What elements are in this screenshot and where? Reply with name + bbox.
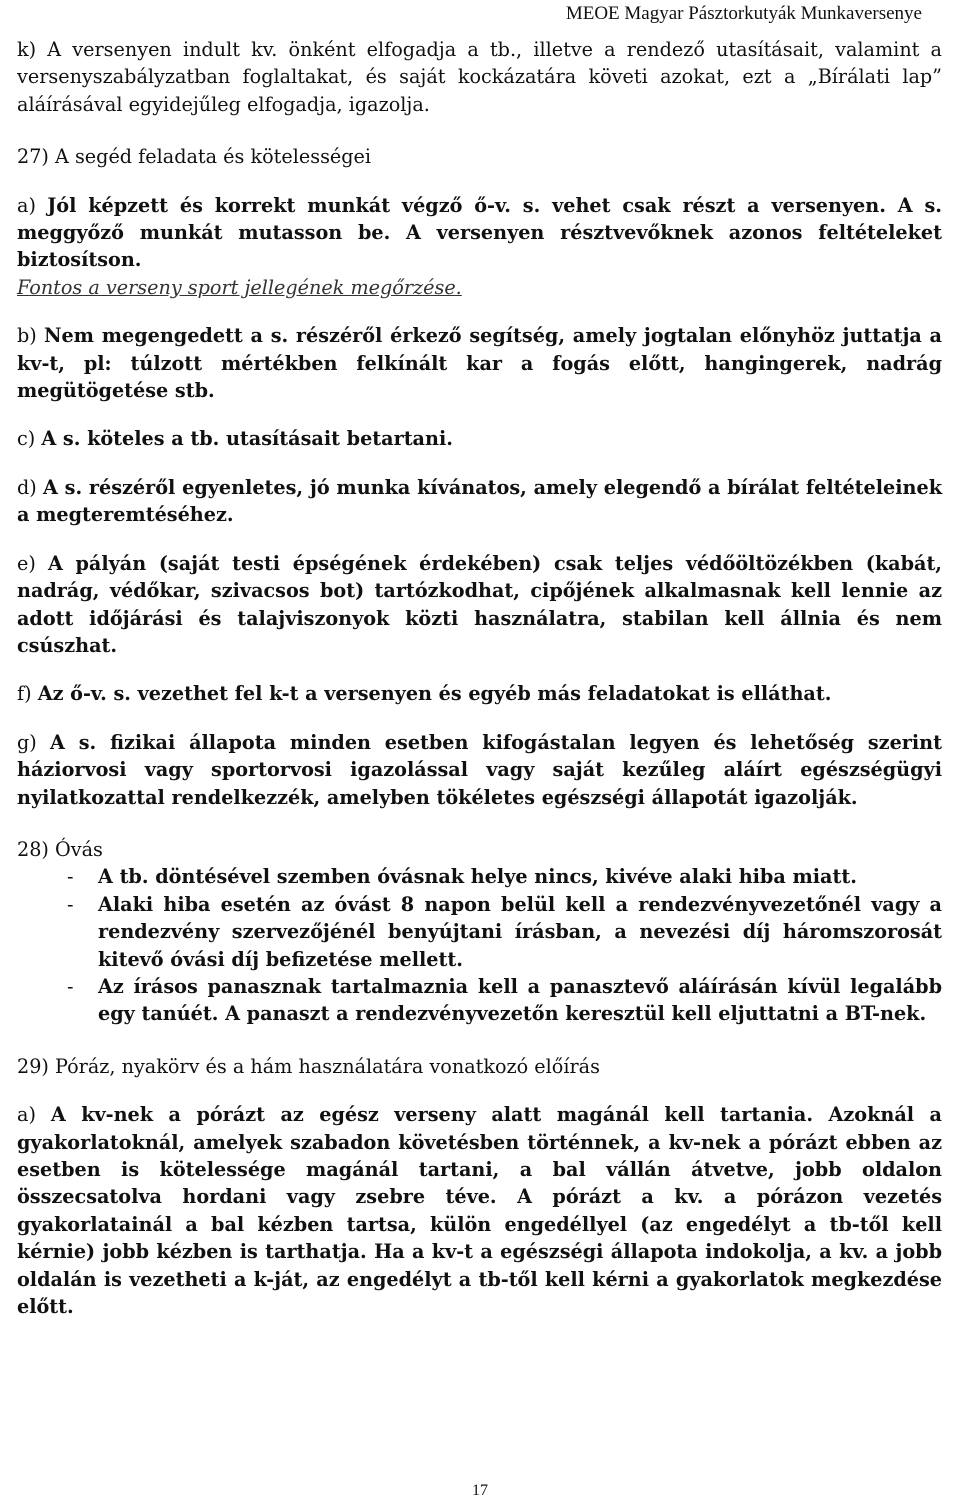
list-item-text: A tb. döntésével szemben óvásnak helye nincs, kivéve alaki hiba miatt. <box>98 865 857 889</box>
paragraph-text: Az ő-v. s. vezethet fel k-t a versenyen és egyéb más feladatokat is elláthat. <box>37 682 832 706</box>
list-item <box>17 973 942 1028</box>
section-heading-27: 27) A segéd feladata és kötelességei <box>17 145 372 169</box>
paragraph-text: A s. köteles a tb. utasításait betartani. <box>41 427 453 451</box>
paragraph-27g <box>17 729 942 811</box>
item-letter: g) <box>17 730 51 754</box>
item-letter: b) <box>17 324 44 348</box>
paragraph-text: A s. részéről egyenletes, jó munka kívánatos, amely elegendő a bírálat feltételeinek a megteremtéséhez. <box>17 475 942 527</box>
paragraph-29a <box>17 1101 942 1320</box>
section-heading-29: 29) Póráz, nyakörv és a hám használatára vonatkozó előírás <box>17 1054 600 1078</box>
item-letter: a) <box>17 193 48 217</box>
page-number: 17 <box>472 1482 488 1499</box>
item-letter: k) <box>17 38 48 61</box>
paragraph-27a-note <box>17 274 942 301</box>
objection-list <box>17 863 942 1027</box>
item-letter: e) <box>17 551 48 575</box>
page-header: MEOE Magyar Pásztorkutyák Munkaversenye <box>565 3 922 24</box>
paragraph-text: Nem megengedett a s. részéről érkező segítség, amely jogtalan előnyhöz juttatja a kv-t, pl: túlzott mértékben felkínált kar a fogás előtt, hangingerek, nadrág megütögetése stb. <box>17 324 942 403</box>
list-item-text: Az írásos panasznak tartalmaznia kell a panasztevő aláírásán kívül legalább egy tanúét. A panaszt a rendezvényvezetőn keresztül kell eljuttatni a BT-nek. <box>98 974 942 1026</box>
paragraph-text: A kv-nek a pórázt az egész verseny alatt magánál kell tartania. Azoknál a gyakorlatoknál, amelyek szabadon követésben történnek, a kv-nek a pórázt ebben az esetben is kötelessége magánál tartani, a bal vállán átvetve, jobb oldalon összecsatolva hordani vagy zsebre téve. A pórázt a kv. a pórázon vezetés gyakorlatainál a bal kézben tartsa, külön engedéllyel (az engedélyt a tb-től kell kérnie) jobb kézben is tarthatja. Ha a kv-t a egészségi állapota indokolja, a kv. a jobb oldalán is vezetheti a k-ját, az engedélyt a tb-től kell kérni a gyakorlatok megkezdése előtt. <box>17 1103 942 1319</box>
paragraph-27c <box>17 425 942 452</box>
paragraph-text: Jól képzett és korrekt munkát végző ő-v. s. vehet csak részt a versenyen. A s. meggyőző munkát mutasson be. A versenyen résztvevőknek azonos feltételeket biztosítson. <box>17 193 942 272</box>
section-heading-28: 28) Óvás <box>17 837 103 861</box>
paragraph-27f <box>17 680 942 707</box>
item-letter: c) <box>17 427 42 451</box>
document-body <box>17 36 942 1320</box>
paragraph-text: A s. fizikai állapota minden esetben kifogástalan legyen és lehetőség szerint háziorvosi vagy sportorvosi igazolással vagy saját kezűleg aláírt egészségügyi nyilatkozattal rendelkezzék, amelyben tökéletes egészségi állapotát igazolják. <box>17 730 942 809</box>
item-letter: a) <box>17 1103 51 1127</box>
paragraph-text: A versenyen indult kv. önként elfogadja a tb., illetve a rendező utasításait, valamint a versenyszabályzatban foglaltakat, és saját kockázatára követi azokat, ezt a „Bírálati lap” aláírásával egyidejűleg elfogadja, igazolja. <box>17 38 942 116</box>
paragraph-27b <box>17 322 942 404</box>
paragraph-k <box>17 36 942 118</box>
item-letter: d) <box>17 475 43 499</box>
paragraph-text: A pályán (saját testi épségének érdekében) csak teljes védőöltözékben (kabát, nadrág, védőkar, szivacsos bot) tartózkodhat, cipőjének alkalmasnak kell lennie az adott időjárási és talajviszonyok közti használatra, stabilan kell állnia és nem csúszhat. <box>17 551 942 657</box>
item-letter: f) <box>17 682 38 706</box>
list-item-text: Alaki hiba esetén az óvást 8 napon belül kell a rendezvényvezetőnél vagy a rendezvény szervezőjénél benyújtani írásban, a nevezési díj háromszorosát kitevő óvási díj befizetése mellett. <box>98 892 942 971</box>
paragraph-27a <box>17 192 942 274</box>
list-dash: - <box>67 974 74 998</box>
paragraph-27e <box>17 550 942 660</box>
paragraph-27d <box>17 474 942 529</box>
list-dash: - <box>67 865 74 889</box>
list-item <box>17 891 942 973</box>
list-item <box>17 863 942 890</box>
list-dash: - <box>67 892 74 916</box>
emphasis-note: Fontos a verseny sport jellegének megőrzése. <box>17 275 462 299</box>
